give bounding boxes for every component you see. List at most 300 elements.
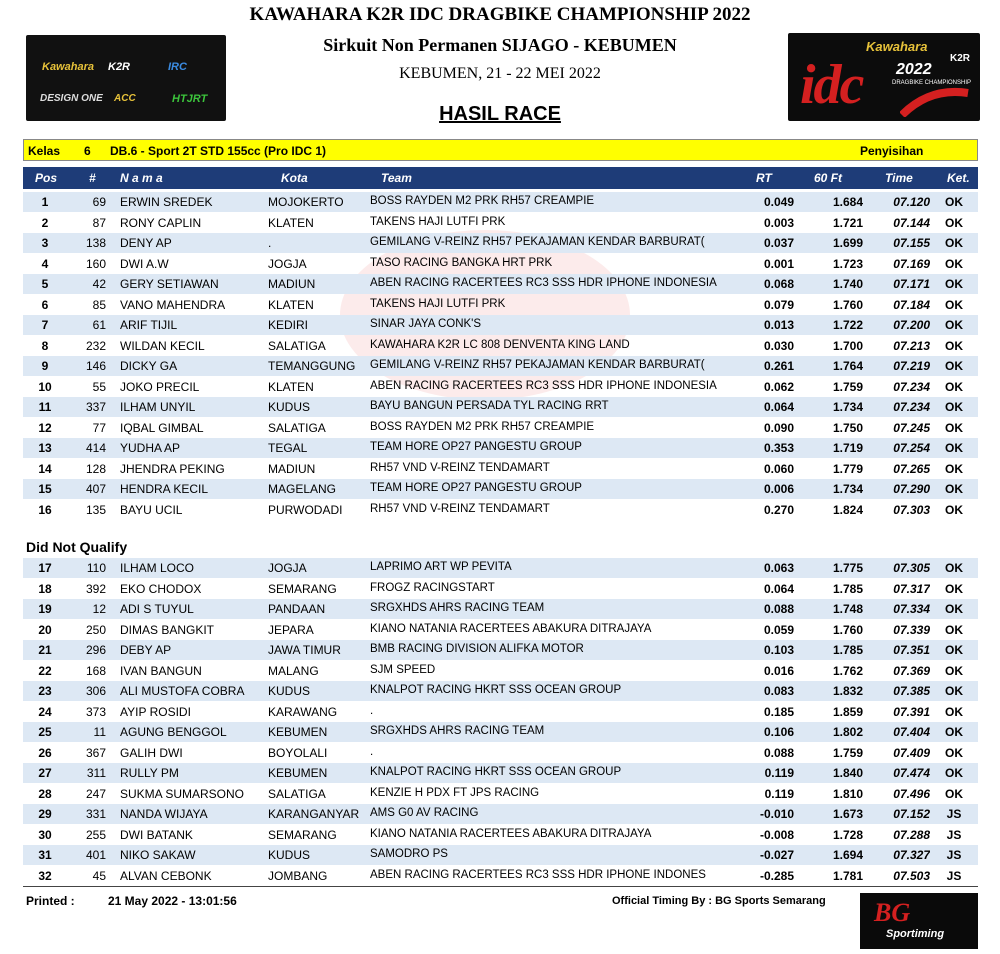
cell-number: 392 (85, 581, 106, 596)
cell-time: 07.245 (893, 420, 930, 435)
cell-pos: 21 (38, 643, 52, 657)
cell-pos: 4 (41, 256, 49, 271)
cell-city: SALATIGA (268, 338, 326, 353)
cell-rt: 0.103 (763, 643, 794, 657)
page-subtitle: Sirkuit Non Permanen SIJAGO - KEBUMEN (323, 35, 677, 55)
cell-pos: 18 (38, 581, 52, 596)
cell-city: KUDUS (268, 684, 311, 698)
idc-logo-tag: K2R (950, 53, 971, 64)
table-row (23, 213, 978, 233)
cell-60ft: 1.764 (832, 359, 863, 373)
table-row (23, 743, 978, 763)
cell-city: KEBUMEN (268, 725, 328, 739)
idc-logo-mark: idc (800, 54, 863, 116)
cell-ket: OK (945, 684, 963, 698)
cell-ket: OK (945, 502, 963, 517)
cell-pos: 26 (38, 745, 52, 760)
sponsor-logo-design-one: DESIGN ONE (40, 93, 103, 104)
cell-ket: OK (945, 215, 963, 230)
cell-city: KEDIRI (268, 318, 309, 332)
cell-60ft: 1.802 (832, 725, 863, 739)
cell-ket: OK (945, 643, 963, 657)
cell-rt: 0.003 (763, 215, 794, 230)
cell-pos: 12 (38, 420, 52, 435)
cell-60ft: 1.840 (832, 766, 863, 780)
col-pos: Pos (35, 171, 58, 185)
cell-time: 07.474 (893, 766, 930, 780)
table-row (23, 845, 978, 865)
cell-number: 414 (85, 441, 106, 455)
cell-name: JHENDRA PEKING (120, 461, 225, 476)
cell-pos: 24 (38, 704, 52, 719)
cell-60ft: 1.760 (832, 622, 863, 637)
cell-ket: OK (945, 663, 963, 678)
cell-ket: OK (945, 379, 963, 394)
class-bar (23, 139, 978, 161)
cell-city: KUDUS (268, 848, 311, 862)
table-row (23, 825, 978, 845)
cell-number: 232 (85, 338, 106, 353)
cell-pos: 31 (38, 848, 52, 862)
cell-time: 07.169 (893, 256, 930, 271)
cell-team: BOSS RAYDEN M2 PRK RH57 CREAMPIE (370, 195, 595, 207)
cell-team: KIANO NATANIA RACERTEES ABAKURA DITRAJAYA (370, 827, 652, 840)
cell-team: SAMODRO PS (370, 848, 448, 860)
cell-number: 168 (85, 663, 106, 678)
cell-city: KLATEN (268, 215, 314, 230)
table-row (23, 295, 978, 315)
cell-time: 07.339 (893, 622, 930, 637)
cell-time: 07.254 (893, 441, 930, 455)
cell-ket: OK (945, 195, 963, 209)
cell-60ft: 1.694 (832, 848, 863, 862)
cell-ket: OK (945, 482, 963, 496)
cell-number: 138 (85, 236, 106, 250)
cell-name: JOKO PRECIL (120, 379, 200, 394)
cell-city: MADIUN (268, 277, 316, 291)
cell-city: SALATIGA (268, 786, 326, 801)
cell-time: 07.303 (893, 502, 930, 517)
cell-number: 255 (85, 827, 106, 842)
cell-team: BOSS RAYDEN M2 PRK RH57 CREAMPIE (370, 420, 595, 433)
cell-60ft: 1.728 (832, 827, 863, 842)
printed-timestamp: 21 May 2022 - 13:01:56 (108, 894, 237, 908)
cell-time: 07.265 (893, 461, 930, 476)
cell-time: 07.155 (893, 236, 930, 250)
cell-number: 77 (92, 420, 106, 435)
cell-city: MOJOKERTO (268, 195, 344, 209)
cell-rt: 0.037 (763, 236, 794, 250)
cell-pos: 7 (41, 318, 49, 332)
col-team: Team (381, 171, 412, 185)
cell-pos: 3 (41, 236, 49, 250)
cell-name: ALVAN CEBONK (120, 868, 212, 883)
cell-number: 401 (85, 848, 106, 862)
cell-pos: 6 (41, 297, 49, 312)
cell-city: KUDUS (268, 400, 311, 414)
cell-pos: 27 (38, 766, 52, 780)
cell-name: AGUNG BENGGOL (120, 725, 227, 739)
cell-ket: OK (945, 561, 963, 575)
col-name: N a m a (120, 171, 163, 185)
cell-team: BAYU BANGUN PERSADA TYL RACING RRT (370, 400, 609, 412)
cell-name: SUKMA SUMARSONO (120, 786, 245, 801)
cell-name: DWI A.W (120, 256, 169, 271)
cell-time: 07.234 (893, 400, 930, 414)
cell-ket: OK (945, 704, 963, 719)
idc-logo-year: 2022 (896, 61, 932, 78)
cell-city: KEBUMEN (268, 766, 328, 780)
cell-name: RONY CAPLIN (120, 215, 202, 230)
cell-time: 07.351 (893, 643, 930, 657)
cell-60ft: 1.740 (832, 277, 863, 291)
cell-pos: 16 (38, 502, 52, 517)
cell-city: MADIUN (268, 461, 316, 476)
cell-ket: OK (945, 277, 963, 291)
cell-pos: 14 (38, 461, 52, 476)
cell-city: KARANGANYAR (268, 807, 360, 821)
cell-60ft: 1.785 (832, 643, 863, 657)
cell-number: 11 (93, 725, 106, 739)
table-row (23, 438, 978, 458)
cell-ket: OK (945, 602, 963, 616)
cell-60ft: 1.759 (832, 379, 863, 394)
cell-time: 07.369 (893, 663, 930, 678)
cell-time: 07.305 (893, 561, 930, 575)
printed-label: Printed : (26, 894, 75, 908)
cell-pos: 11 (38, 400, 52, 414)
cell-time: 07.391 (893, 704, 930, 719)
cell-ket: OK (945, 786, 963, 801)
cell-name: NANDA WIJAYA (120, 807, 208, 821)
cell-60ft: 1.762 (832, 663, 863, 678)
cell-60ft: 1.810 (832, 786, 863, 801)
cell-team: ABEN RACING RACERTEES RC3 SSS HDR IPHONE INDONES (370, 868, 706, 881)
table-row (23, 681, 978, 701)
col-ket: Ket. (947, 171, 970, 185)
cell-time: 07.317 (893, 581, 930, 596)
cell-number: 250 (85, 622, 106, 637)
bg-logo-caption: Sportiming (886, 928, 945, 940)
cell-rt: 0.079 (763, 297, 794, 312)
cell-number: 160 (85, 256, 106, 271)
cell-number: 69 (92, 195, 106, 209)
cell-team: KENZIE H PDX FT JPS RACING (370, 786, 540, 799)
cell-number: 128 (85, 461, 106, 476)
cell-team: RH57 VND V-REINZ TENDAMART (370, 502, 550, 515)
cell-ket: OK (945, 236, 963, 250)
cell-rt: -0.027 (759, 848, 794, 862)
cell-city: JOGJA (268, 561, 307, 575)
cell-team: KNALPOT RACING HKRT SSS OCEAN GROUP (370, 684, 622, 696)
cell-60ft: 1.824 (832, 502, 863, 517)
table-row (23, 599, 978, 619)
table-header (23, 167, 978, 189)
table-row (23, 579, 978, 599)
cell-rt: -0.285 (759, 868, 794, 883)
cell-name: GALIH DWI (120, 745, 183, 760)
cell-pos: 1 (41, 195, 49, 209)
cell-rt: 0.353 (763, 441, 794, 455)
cell-team: ABEN RACING RACERTEES RC3 SSS HDR IPHONE INDONESIA (370, 379, 717, 392)
cell-team: GEMILANG V-REINZ RH57 PEKAJAMAN KENDAR BARBURAT( (370, 236, 705, 248)
cell-number: 12 (92, 602, 106, 616)
cell-60ft: 1.759 (832, 745, 863, 760)
table-row (23, 866, 978, 886)
cell-60ft: 1.734 (832, 400, 863, 414)
cell-name: EKO CHODOX (120, 581, 202, 596)
cell-name: BAYU UCIL (120, 502, 183, 517)
cell-ket: OK (945, 766, 963, 780)
cell-60ft: 1.700 (832, 338, 863, 353)
cell-rt: -0.008 (759, 827, 794, 842)
table-row (23, 804, 978, 824)
cell-number: 110 (86, 561, 106, 575)
cell-60ft: 1.779 (832, 461, 863, 476)
cell-60ft: 1.684 (832, 195, 863, 209)
sponsor-logo-acc: ACC (114, 93, 136, 104)
cell-team: . (370, 745, 374, 758)
cell-rt: 0.001 (763, 256, 794, 271)
cell-city: JAWA TIMUR (268, 643, 341, 657)
cell-ket: OK (945, 420, 963, 435)
cell-name: IVAN BANGUN (120, 663, 202, 678)
cell-team: . (370, 704, 374, 717)
cell-city: SEMARANG (268, 581, 337, 596)
cell-number: 311 (86, 766, 106, 780)
cell-pos: 30 (38, 827, 52, 842)
cell-number: 55 (92, 379, 106, 394)
cell-time: 07.219 (893, 359, 930, 373)
cell-city: TEGAL (268, 441, 308, 455)
bg-sportiming-logo (860, 893, 978, 949)
class-number: 6 (84, 144, 91, 158)
cell-ket: OK (945, 256, 963, 271)
cell-number: 306 (85, 684, 106, 698)
cell-rt: 0.068 (763, 277, 794, 291)
cell-team: ABEN RACING RACERTEES RC3 SSS HDR IPHONE INDONESIA (370, 277, 717, 289)
cell-name: DEBY AP (120, 643, 172, 657)
cell-time: 07.503 (893, 868, 930, 883)
cell-city: SALATIGA (268, 420, 326, 435)
cell-60ft: 1.719 (832, 441, 863, 455)
cell-rt: 0.064 (763, 400, 794, 414)
cell-time: 07.385 (893, 684, 930, 698)
table-row (23, 661, 978, 681)
cell-60ft: 1.734 (832, 482, 863, 496)
cell-team: TEAM HORE OP27 PANGESTU GROUP (370, 441, 582, 453)
cell-rt: 0.261 (763, 359, 794, 373)
cell-rt: 0.185 (763, 704, 794, 719)
cell-city: JOGJA (268, 256, 307, 271)
cell-team: FROGZ RACINGSTART (370, 581, 495, 594)
col-number: # (89, 171, 96, 185)
cell-number: 337 (85, 400, 106, 414)
table-row (23, 500, 978, 520)
cell-rt: 0.030 (763, 338, 794, 353)
class-name: DB.6 - Sport 2T STD 155cc (Pro IDC 1) (110, 144, 327, 158)
cell-team: AMS G0 AV RACING (370, 807, 479, 819)
cell-ket: OK (945, 622, 963, 637)
cell-number: 373 (85, 704, 106, 719)
cell-pos: 2 (41, 215, 49, 230)
cell-number: 87 (92, 215, 106, 230)
table-row (23, 377, 978, 397)
table-row (23, 620, 978, 640)
cell-team: TEAM HORE OP27 PANGESTU GROUP (370, 482, 582, 494)
cell-name: RULLY PM (120, 766, 179, 780)
cell-60ft: 1.673 (832, 807, 863, 821)
table-row (23, 640, 978, 660)
cell-60ft: 1.775 (832, 561, 863, 575)
cell-rt: 0.106 (763, 725, 794, 739)
cell-number: 61 (92, 318, 106, 332)
cell-time: 07.288 (893, 827, 930, 842)
cell-rt: 0.013 (763, 318, 794, 332)
page-title: KAWAHARA K2R IDC DRAGBIKE CHAMPIONSHIP 2022 (249, 4, 751, 25)
cell-time: 07.496 (893, 786, 930, 801)
table-row (23, 722, 978, 742)
cell-rt: 0.064 (763, 581, 794, 596)
cell-60ft: 1.748 (832, 602, 863, 616)
cell-rt: 0.088 (763, 745, 794, 760)
cell-city: MALANG (268, 663, 319, 678)
cell-ket: JS (946, 807, 962, 821)
cell-ket: OK (945, 745, 963, 760)
cell-team: BMB RACING DIVISION ALIFKA MOTOR (370, 643, 584, 655)
cell-pos: 22 (38, 663, 52, 678)
col-60ft: 60 Ft (814, 171, 843, 185)
cell-time: 07.152 (893, 807, 930, 821)
sponsor-logo-irc: IRC (168, 61, 187, 73)
cell-rt: 0.062 (763, 379, 794, 394)
cell-pos: 20 (38, 622, 52, 637)
cell-name: IQBAL GIMBAL (120, 420, 204, 435)
cell-name: YUDHA AP (120, 441, 181, 455)
table-row (23, 315, 978, 335)
cell-team: GEMILANG V-REINZ RH57 PEKAJAMAN KENDAR BARBURAT( (370, 359, 705, 371)
cell-time: 07.234 (893, 379, 930, 394)
cell-number: 146 (85, 359, 106, 373)
table-row (23, 784, 978, 804)
cell-60ft: 1.723 (832, 256, 863, 271)
official-timing: Official Timing By : BG Sports Semarang (612, 895, 826, 907)
cell-rt: 0.063 (763, 561, 794, 575)
cell-pos: 32 (38, 868, 52, 883)
col-city: Kota (281, 171, 308, 185)
cell-rt: 0.049 (763, 195, 794, 209)
cell-ket: OK (945, 318, 963, 332)
table-row (23, 192, 978, 212)
cell-name: DENY AP (120, 236, 172, 250)
cell-team: TAKENS HAJI LUTFI PRK (370, 215, 506, 228)
cell-pos: 13 (38, 441, 52, 455)
cell-rt: 0.119 (764, 766, 794, 780)
cell-time: 07.144 (893, 215, 930, 230)
cell-60ft: 1.781 (832, 868, 863, 883)
cell-rt: 0.083 (763, 684, 794, 698)
cell-time: 07.120 (893, 195, 930, 209)
cell-time: 07.171 (893, 277, 930, 291)
table-row (23, 558, 978, 578)
cell-city: . (268, 236, 272, 250)
cell-ket: OK (945, 338, 963, 353)
cell-city: JOMBANG (268, 868, 328, 883)
col-time: Time (885, 171, 913, 185)
cell-city: SEMARANG (268, 827, 337, 842)
cell-name: DICKY GA (120, 359, 178, 373)
table-row (23, 459, 978, 479)
table-row (23, 356, 978, 376)
cell-number: 407 (85, 482, 106, 496)
cell-rt: 0.006 (763, 482, 794, 496)
table-row (23, 274, 978, 294)
cell-team: SRGXHDS AHRS RACING TEAM (370, 602, 545, 614)
cell-ket: JS (946, 848, 962, 862)
cell-team: KNALPOT RACING HKRT SSS OCEAN GROUP (370, 766, 622, 778)
cell-pos: 25 (38, 725, 52, 739)
cell-time: 07.184 (893, 297, 930, 312)
cell-number: 331 (85, 807, 106, 821)
cell-team: TASO RACING BANGKA HRT PRK (370, 256, 553, 269)
cell-time: 07.409 (893, 745, 930, 760)
cell-name: DIMAS BANGKIT (120, 622, 215, 637)
cell-team: LAPRIMO ART WP PEVITA (370, 561, 512, 573)
cell-team: SJM SPEED (370, 663, 436, 676)
cell-rt: 0.060 (763, 461, 794, 476)
cell-name: NIKO SAKAW (120, 848, 196, 862)
cell-time: 07.404 (893, 725, 930, 739)
cell-ket: OK (945, 400, 963, 414)
sponsor-logo-htjrt: HTJRT (172, 93, 208, 105)
cell-time: 07.327 (893, 848, 930, 862)
table-row (23, 702, 978, 722)
table-row (23, 336, 978, 356)
cell-ket: OK (945, 581, 963, 596)
cell-ket: JS (946, 827, 962, 842)
cell-rt: 0.090 (763, 420, 794, 435)
stage-label: Penyisihan (860, 144, 924, 158)
cell-pos: 23 (38, 684, 52, 698)
cell-pos: 19 (38, 602, 52, 616)
cell-rt: 0.016 (763, 663, 794, 678)
table-row (23, 397, 978, 417)
table-row (23, 418, 978, 438)
cell-pos: 9 (41, 359, 49, 373)
cell-number: 42 (92, 277, 106, 291)
cell-number: 135 (85, 502, 106, 517)
cell-60ft: 1.721 (832, 215, 863, 230)
col-rt: RT (756, 171, 772, 185)
cell-number: 296 (85, 643, 106, 657)
cell-rt: 0.270 (763, 502, 794, 517)
cell-name: ADI S TUYUL (120, 602, 194, 616)
dnq-heading: Did Not Qualify (26, 539, 128, 555)
cell-team: KIANO NATANIA RACERTEES ABAKURA DITRAJAYA (370, 622, 652, 635)
cell-pos: 8 (41, 338, 49, 353)
cell-name: VANO MAHENDRA (120, 297, 226, 312)
idc-logo-caption: DRAGBIKE CHAMPIONSHIP (892, 80, 972, 86)
cell-number: 45 (92, 868, 106, 883)
cell-60ft: 1.832 (832, 684, 863, 698)
cell-60ft: 1.859 (832, 704, 863, 719)
cell-60ft: 1.750 (832, 420, 863, 435)
divider (23, 886, 978, 887)
cell-name: GERY SETIAWAN (120, 277, 219, 291)
cell-number: 85 (92, 297, 106, 312)
table-row (23, 763, 978, 783)
cell-name: ERWIN SREDEK (120, 195, 213, 209)
